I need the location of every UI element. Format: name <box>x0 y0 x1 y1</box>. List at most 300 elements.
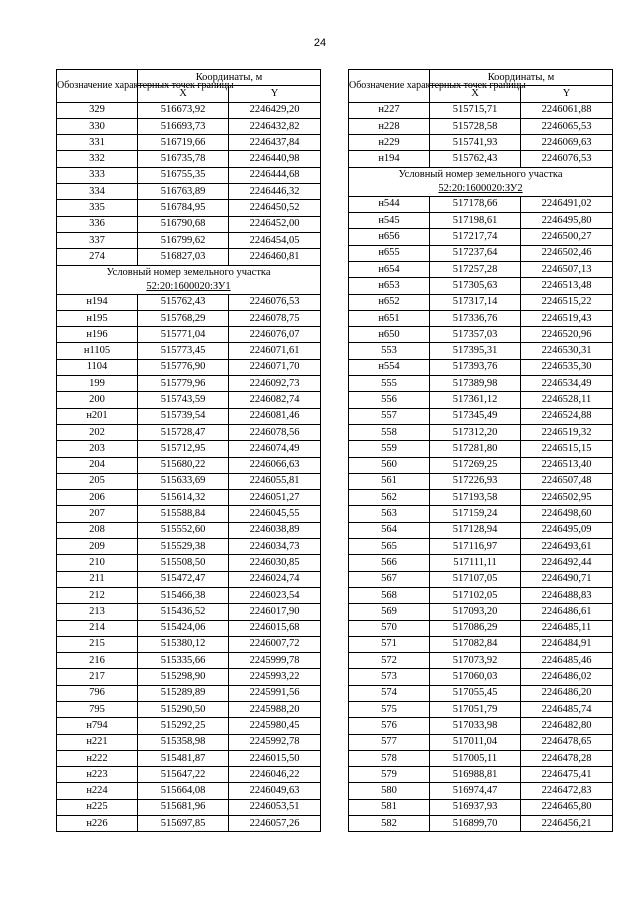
cell-x: 516899,70 <box>430 816 521 832</box>
cell-x: 515472,47 <box>138 571 229 587</box>
cell-x: 517011,04 <box>430 734 521 750</box>
cell-y: 2246049,63 <box>229 783 321 799</box>
cell-y: 2246082,74 <box>229 392 321 408</box>
cell-point: н650 <box>349 327 430 343</box>
table-row <box>57 718 321 734</box>
cell-y: 2246038,89 <box>229 522 321 538</box>
cell-point: 213 <box>57 604 138 620</box>
cell-point: 212 <box>57 587 138 603</box>
cell-point: 203 <box>57 441 138 457</box>
table-row <box>349 278 613 294</box>
cell-point: 199 <box>57 376 138 392</box>
cell-y: 2246069,63 <box>521 135 613 151</box>
cell-point: 579 <box>349 767 430 783</box>
cell-point: н194 <box>57 294 138 310</box>
table-row <box>349 506 613 522</box>
cell-point: 555 <box>349 376 430 392</box>
cell-x: 517111,11 <box>430 555 521 571</box>
cell-y: 2246454,05 <box>229 232 321 248</box>
table-row <box>57 799 321 815</box>
cell-y: 2246046,22 <box>229 767 321 783</box>
cell-point: 559 <box>349 441 430 457</box>
table-row <box>57 151 321 167</box>
cell-y: 2246478,65 <box>521 734 613 750</box>
cell-y: 2246490,71 <box>521 571 613 587</box>
cell-y: 2246045,55 <box>229 506 321 522</box>
cell-x: 516827,03 <box>138 249 229 265</box>
table-row <box>349 327 613 343</box>
cell-y: 2246502,46 <box>521 245 613 261</box>
cell-x: 517345,49 <box>430 408 521 424</box>
cell-point: 567 <box>349 571 430 587</box>
table-row <box>57 184 321 200</box>
table-row <box>349 229 613 245</box>
table-row <box>349 734 613 750</box>
section-row <box>349 167 613 196</box>
cell-y: 2246074,49 <box>229 441 321 457</box>
cell-point: н229 <box>349 135 430 151</box>
cell-x: 515776,90 <box>138 359 229 375</box>
cell-y: 2246076,07 <box>229 327 321 343</box>
cell-x: 516693,73 <box>138 118 229 134</box>
cell-y: 2245980,45 <box>229 718 321 734</box>
cell-x: 515647,22 <box>138 767 229 783</box>
table-row <box>57 555 321 571</box>
cell-y: 2246076,53 <box>521 151 613 167</box>
cell-x: 515436,52 <box>138 604 229 620</box>
section-label: Условный номер земельного участка <box>398 168 563 180</box>
cell-y: 2246440,98 <box>229 151 321 167</box>
cell-x: 515779,96 <box>138 376 229 392</box>
cell-point: 564 <box>349 522 430 538</box>
cell-y: 2246515,15 <box>521 441 613 457</box>
table-row <box>57 310 321 326</box>
cell-y: 2246452,00 <box>229 216 321 232</box>
cell-x: 517217,74 <box>430 229 521 245</box>
cell-point: 580 <box>349 783 430 799</box>
table-row <box>57 359 321 375</box>
cell-x: 516755,35 <box>138 167 229 183</box>
cell-x: 515728,58 <box>430 118 521 134</box>
cell-point: 215 <box>57 636 138 652</box>
cell-point: н554 <box>349 359 430 375</box>
cell-x: 516974,47 <box>430 783 521 799</box>
cell-x: 515614,32 <box>138 490 229 506</box>
cell-y: 2245988,20 <box>229 701 321 717</box>
cell-y: 2246078,56 <box>229 424 321 440</box>
table-row <box>349 151 613 167</box>
table-row <box>57 685 321 701</box>
cell-y: 2246061,88 <box>521 102 613 118</box>
cell-point: 214 <box>57 620 138 636</box>
cell-y: 2246437,84 <box>229 135 321 151</box>
cell-y: 2246024,74 <box>229 571 321 587</box>
cell-y: 2246023,54 <box>229 587 321 603</box>
cell-point: 572 <box>349 653 430 669</box>
cell-y: 2246502,95 <box>521 490 613 506</box>
cell-point: 557 <box>349 408 430 424</box>
cell-x: 517005,11 <box>430 750 521 766</box>
section-title-zu2 <box>349 167 613 196</box>
table-row <box>349 424 613 440</box>
cell-point: н654 <box>349 261 430 277</box>
cell-point: 577 <box>349 734 430 750</box>
cell-x: 517051,79 <box>430 701 521 717</box>
cell-x: 517305,63 <box>430 278 521 294</box>
cell-y: 2246051,27 <box>229 490 321 506</box>
cell-y: 2245993,22 <box>229 669 321 685</box>
table-row <box>349 685 613 701</box>
right-rows-after <box>349 196 613 832</box>
cell-x: 517395,31 <box>430 343 521 359</box>
cell-point: 570 <box>349 620 430 636</box>
cell-y: 2246498,60 <box>521 506 613 522</box>
header-coordinates: Координаты, м <box>430 70 613 86</box>
cell-x: 515739,54 <box>138 408 229 424</box>
table-row <box>57 539 321 555</box>
table-row <box>349 767 613 783</box>
cell-point: н544 <box>349 196 430 212</box>
cell-x: 515728,47 <box>138 424 229 440</box>
cell-point: н227 <box>349 102 430 118</box>
table-row <box>349 359 613 375</box>
table-row <box>349 604 613 620</box>
cell-x: 516988,81 <box>430 767 521 783</box>
cell-y: 2245991,56 <box>229 685 321 701</box>
table-row <box>57 473 321 489</box>
table-row <box>349 799 613 815</box>
cell-point: 558 <box>349 424 430 440</box>
table-row <box>57 636 321 652</box>
table-row <box>57 167 321 183</box>
cell-point: 569 <box>349 604 430 620</box>
cell-point: 575 <box>349 701 430 717</box>
cell-x: 516937,93 <box>430 799 521 815</box>
table-row <box>57 392 321 408</box>
table-row <box>57 102 321 118</box>
table-row <box>349 587 613 603</box>
table-row <box>57 604 321 620</box>
cell-x: 516719,66 <box>138 135 229 151</box>
cell-x: 517086,29 <box>430 620 521 636</box>
table-row <box>349 473 613 489</box>
cell-point: 216 <box>57 653 138 669</box>
cell-x: 517082,84 <box>430 636 521 652</box>
table-row <box>57 343 321 359</box>
cell-x: 517073,92 <box>430 653 521 669</box>
cell-x: 517269,25 <box>430 457 521 473</box>
cell-x: 515481,87 <box>138 750 229 766</box>
cell-y: 2246495,09 <box>521 522 613 538</box>
cell-x: 515290,50 <box>138 701 229 717</box>
cell-x: 515762,43 <box>138 294 229 310</box>
cell-x: 517361,12 <box>430 392 521 408</box>
table-row <box>349 408 613 424</box>
cell-point: 336 <box>57 216 138 232</box>
cell-point: н194 <box>349 151 430 167</box>
cell-y: 2246486,20 <box>521 685 613 701</box>
cell-y: 2245992,78 <box>229 734 321 750</box>
cell-x: 515292,25 <box>138 718 229 734</box>
cell-y: 2246500,27 <box>521 229 613 245</box>
cell-point: 795 <box>57 701 138 717</box>
cell-y: 2246495,80 <box>521 213 613 229</box>
cell-x: 515633,69 <box>138 473 229 489</box>
cell-y: 2246053,51 <box>229 799 321 815</box>
cell-point: н651 <box>349 310 430 326</box>
cell-point: 553 <box>349 343 430 359</box>
cell-y: 2246493,61 <box>521 539 613 555</box>
cell-y: 2246507,13 <box>521 261 613 277</box>
cell-point: 1104 <box>57 359 138 375</box>
cell-point: 210 <box>57 555 138 571</box>
cell-y: 2246513,40 <box>521 457 613 473</box>
cell-point: 209 <box>57 539 138 555</box>
cell-y: 2246528,11 <box>521 392 613 408</box>
cell-point: 556 <box>349 392 430 408</box>
cell-y: 2246519,32 <box>521 424 613 440</box>
cell-x: 517060,03 <box>430 669 521 685</box>
table-row <box>57 200 321 216</box>
cell-y: 2246485,74 <box>521 701 613 717</box>
cell-x: 517193,58 <box>430 490 521 506</box>
cell-point: 561 <box>349 473 430 489</box>
cell-y: 2246485,11 <box>521 620 613 636</box>
page-number: 24 <box>313 37 327 49</box>
cell-x: 517107,05 <box>430 571 521 587</box>
table-row <box>349 343 613 359</box>
table-row <box>57 376 321 392</box>
table-row <box>57 669 321 685</box>
table-row <box>349 490 613 506</box>
cell-point: 329 <box>57 102 138 118</box>
cell-x: 515768,29 <box>138 310 229 326</box>
cell-y: 2246515,22 <box>521 294 613 310</box>
cell-x: 517102,05 <box>430 587 521 603</box>
cell-point: н222 <box>57 750 138 766</box>
cell-y: 2246065,53 <box>521 118 613 134</box>
table-row <box>57 457 321 473</box>
cell-point: н653 <box>349 278 430 294</box>
table-row <box>349 816 613 832</box>
table-row <box>57 441 321 457</box>
header-x: X <box>138 86 229 102</box>
cell-x: 515715,71 <box>430 102 521 118</box>
table-row <box>57 767 321 783</box>
table-row <box>349 457 613 473</box>
cell-x: 515771,04 <box>138 327 229 343</box>
cell-y: 2246475,41 <box>521 767 613 783</box>
table-row <box>57 249 321 265</box>
cell-point: 562 <box>349 490 430 506</box>
cell-x: 517226,93 <box>430 473 521 489</box>
cell-point: 330 <box>57 118 138 134</box>
cell-point: 565 <box>349 539 430 555</box>
cell-x: 517312,20 <box>430 424 521 440</box>
table-row <box>57 294 321 310</box>
cell-x: 516763,89 <box>138 184 229 200</box>
cell-x: 517336,76 <box>430 310 521 326</box>
cell-x: 515529,38 <box>138 539 229 555</box>
cell-point: н196 <box>57 327 138 343</box>
cell-y: 2246429,20 <box>229 102 321 118</box>
table-row <box>349 669 613 685</box>
cell-x: 515358,98 <box>138 734 229 750</box>
cell-x: 515743,59 <box>138 392 229 408</box>
cell-y: 2246530,31 <box>521 343 613 359</box>
cell-point: 566 <box>349 555 430 571</box>
table-row <box>349 620 613 636</box>
cell-x: 515741,93 <box>430 135 521 151</box>
cell-point: н201 <box>57 408 138 424</box>
cell-y: 2246486,02 <box>521 669 613 685</box>
cell-x: 516790,68 <box>138 216 229 232</box>
cell-y: 2246030,85 <box>229 555 321 571</box>
cell-point: 205 <box>57 473 138 489</box>
cell-point: 207 <box>57 506 138 522</box>
cell-point: 335 <box>57 200 138 216</box>
cell-point: 796 <box>57 685 138 701</box>
table-row <box>57 232 321 248</box>
table-row <box>57 816 321 832</box>
cell-y: 2246486,61 <box>521 604 613 620</box>
cell-y: 2246507,48 <box>521 473 613 489</box>
cell-point: 274 <box>57 249 138 265</box>
cell-point: н655 <box>349 245 430 261</box>
table-row <box>57 490 321 506</box>
cell-x: 515289,89 <box>138 685 229 701</box>
cell-point: 331 <box>57 135 138 151</box>
cell-y: 2246456,21 <box>521 816 613 832</box>
header-y: Y <box>521 86 613 102</box>
table-row <box>349 310 613 326</box>
section-cadastral-number: 52:20:1600020:ЗУ2 <box>438 182 523 194</box>
cell-x: 515552,60 <box>138 522 229 538</box>
cell-x: 517178,66 <box>430 196 521 212</box>
cell-y: 2246066,63 <box>229 457 321 473</box>
cell-y: 2246076,53 <box>229 294 321 310</box>
table-row <box>349 750 613 766</box>
cell-y: 2246492,44 <box>521 555 613 571</box>
table-row <box>57 653 321 669</box>
table-row <box>349 376 613 392</box>
cell-y: 2246057,26 <box>229 816 321 832</box>
cell-point: н225 <box>57 799 138 815</box>
cell-y: 2246472,83 <box>521 783 613 799</box>
table-row <box>349 245 613 261</box>
cell-x: 517357,03 <box>430 327 521 343</box>
cell-x: 515424,06 <box>138 620 229 636</box>
table-row <box>349 213 613 229</box>
cell-point: н1105 <box>57 343 138 359</box>
table-row <box>349 135 613 151</box>
left-rows-after <box>57 294 321 832</box>
cell-point: н228 <box>349 118 430 134</box>
cell-point: 571 <box>349 636 430 652</box>
coordinates-table-right <box>348 69 613 832</box>
header-point-label: Обозначение характерных точек границы <box>57 70 138 103</box>
table-row <box>349 571 613 587</box>
cell-x: 515298,90 <box>138 669 229 685</box>
table-row <box>57 522 321 538</box>
cell-point: 573 <box>349 669 430 685</box>
cell-y: 2246078,75 <box>229 310 321 326</box>
cell-y: 2246488,83 <box>521 587 613 603</box>
cell-y: 2246485,46 <box>521 653 613 669</box>
table-row <box>349 294 613 310</box>
cell-point: 334 <box>57 184 138 200</box>
table-row <box>57 327 321 343</box>
table-row <box>57 408 321 424</box>
table-row <box>57 118 321 134</box>
cell-y: 2246092,73 <box>229 376 321 392</box>
cell-x: 517389,98 <box>430 376 521 392</box>
cell-x: 517093,20 <box>430 604 521 620</box>
cell-point: 202 <box>57 424 138 440</box>
cell-y: 2246081,46 <box>229 408 321 424</box>
table-row <box>57 734 321 750</box>
cell-x: 517198,61 <box>430 213 521 229</box>
cell-x: 517393,76 <box>430 359 521 375</box>
cell-x: 515664,08 <box>138 783 229 799</box>
cell-x: 515335,66 <box>138 653 229 669</box>
right-rows-before <box>349 102 613 167</box>
cell-point: 211 <box>57 571 138 587</box>
cell-point: 576 <box>349 718 430 734</box>
cell-y: 2246017,90 <box>229 604 321 620</box>
cell-x: 516735,78 <box>138 151 229 167</box>
header-coordinates: Координаты, м <box>138 70 321 86</box>
cell-x: 517257,28 <box>430 261 521 277</box>
cell-point: 563 <box>349 506 430 522</box>
cell-y: 2245999,78 <box>229 653 321 669</box>
coordinates-table-left <box>56 69 321 832</box>
cell-point: 578 <box>349 750 430 766</box>
cell-point: 560 <box>349 457 430 473</box>
cell-x: 517055,45 <box>430 685 521 701</box>
cell-x: 517128,94 <box>430 522 521 538</box>
left-rows-before <box>57 102 321 265</box>
cell-y: 2246482,80 <box>521 718 613 734</box>
cell-point: 206 <box>57 490 138 506</box>
table-row <box>349 701 613 717</box>
table-row <box>57 587 321 603</box>
cell-point: н656 <box>349 229 430 245</box>
cell-y: 2246432,82 <box>229 118 321 134</box>
cell-point: 200 <box>57 392 138 408</box>
cell-x: 517159,24 <box>430 506 521 522</box>
cell-x: 517116,97 <box>430 539 521 555</box>
table-row <box>57 783 321 799</box>
cell-point: н794 <box>57 718 138 734</box>
table-row <box>57 135 321 151</box>
cell-y: 2246071,61 <box>229 343 321 359</box>
cell-point: 332 <box>57 151 138 167</box>
cell-point: 217 <box>57 669 138 685</box>
cell-point: н224 <box>57 783 138 799</box>
cell-point: 574 <box>349 685 430 701</box>
cell-y: 2246520,96 <box>521 327 613 343</box>
cell-y: 2246055,81 <box>229 473 321 489</box>
cell-y: 2246484,91 <box>521 636 613 652</box>
cell-point: 568 <box>349 587 430 603</box>
cell-y: 2246007,72 <box>229 636 321 652</box>
table-row <box>349 653 613 669</box>
cell-x: 517033,98 <box>430 718 521 734</box>
table-row <box>349 636 613 652</box>
cell-y: 2246450,52 <box>229 200 321 216</box>
cell-point: 337 <box>57 232 138 248</box>
